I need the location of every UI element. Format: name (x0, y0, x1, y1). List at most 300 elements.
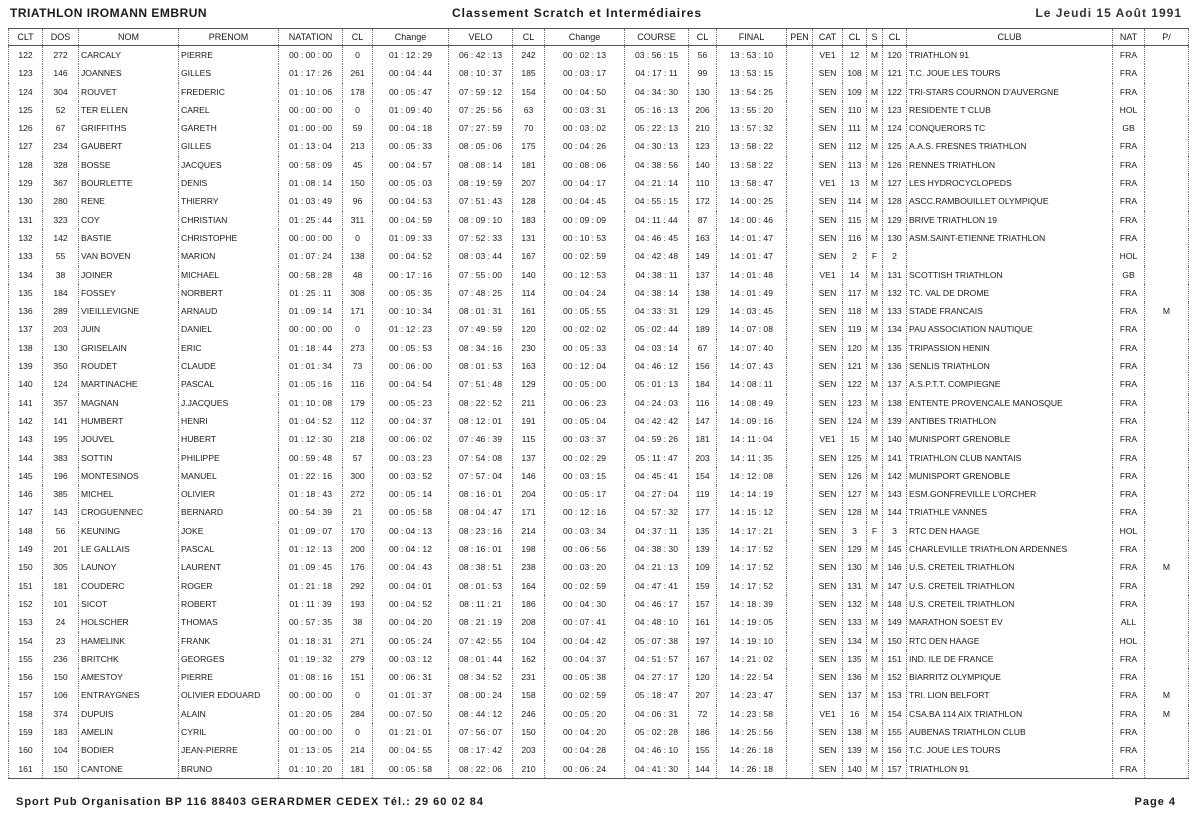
cell-cat: SEN (813, 64, 843, 82)
cell-prenom: HUBERT (179, 430, 279, 448)
cell-dos: 124 (43, 375, 79, 393)
cell-cl-course: 207 (689, 686, 717, 704)
cell-cl-natation: 0 (343, 320, 373, 338)
cell-cl-sexe: 144 (883, 503, 907, 521)
cell-cl-cat: 139 (843, 741, 867, 759)
cell-nat: HOL (1113, 632, 1145, 650)
cell-change-1: 00 : 04 : 53 (373, 192, 449, 210)
cell-club: T.C. JOUE LES TOURS (907, 64, 1113, 82)
cell-cl-sexe: 148 (883, 595, 907, 613)
cell-prenom: THIERRY (179, 192, 279, 210)
cell-sexe: M (867, 229, 883, 247)
cell-cl-course: 67 (689, 339, 717, 357)
cell-change-1: 00 : 05 : 58 (373, 760, 449, 779)
cell-cl-cat: 140 (843, 760, 867, 779)
cell-cl-natation: 0 (343, 46, 373, 65)
cell-final: 14 : 03 : 45 (717, 302, 787, 320)
cell-nom: KEUNING (79, 522, 179, 540)
cell-cl-cat: 114 (843, 192, 867, 210)
cell-cl-cat: 109 (843, 83, 867, 101)
table-row (9, 705, 1189, 723)
cell-nat: HOL (1113, 247, 1145, 265)
cell-pen (787, 119, 813, 137)
cell-cat: SEN (813, 503, 843, 521)
cell-nom: LAUNOY (79, 558, 179, 576)
cell-dos: 106 (43, 686, 79, 704)
cell-course: 05 : 22 : 13 (625, 119, 689, 137)
cell-cl-velo: 158 (513, 686, 545, 704)
cell-pa (1145, 229, 1189, 247)
cell-clt: 128 (9, 156, 43, 174)
cell-cl-course: 155 (689, 741, 717, 759)
table-row (9, 357, 1189, 375)
cell-nat: FRA (1113, 229, 1145, 247)
cell-clt: 160 (9, 741, 43, 759)
table-row (9, 229, 1189, 247)
cell-clt: 146 (9, 485, 43, 503)
cell-dos: 150 (43, 668, 79, 686)
cell-cl-cat: 117 (843, 284, 867, 302)
cell-pa (1145, 375, 1189, 393)
cell-change-2: 00 : 02 : 29 (545, 449, 625, 467)
cell-nat: FRA (1113, 723, 1145, 741)
cell-course: 04 : 41 : 30 (625, 760, 689, 779)
cell-natation: 01 : 18 : 31 (279, 632, 343, 650)
cell-clt: 139 (9, 357, 43, 375)
cell-change-1: 00 : 03 : 23 (373, 449, 449, 467)
cell-cl-natation: 0 (343, 686, 373, 704)
cell-cl-natation: 116 (343, 375, 373, 393)
cell-course: 05 : 11 : 47 (625, 449, 689, 467)
cell-club: T.C. JOUE LES TOURS (907, 741, 1113, 759)
cell-pen (787, 192, 813, 210)
cell-cl-cat: 136 (843, 668, 867, 686)
cell-change-2: 00 : 03 : 34 (545, 522, 625, 540)
cell-cat: SEN (813, 558, 843, 576)
cell-natation: 01 : 17 : 26 (279, 64, 343, 82)
column-header-cl-course: CL (689, 29, 717, 46)
cell-club: TRIATHLE VANNES (907, 503, 1113, 521)
cell-sexe: M (867, 375, 883, 393)
cell-velo: 08 : 19 : 59 (449, 174, 513, 192)
cell-pen (787, 430, 813, 448)
cell-velo: 08 : 16 : 01 (449, 485, 513, 503)
cell-cl-sexe: 124 (883, 119, 907, 137)
column-header-pa: P/ (1145, 29, 1189, 46)
cell-final: 14 : 01 : 49 (717, 284, 787, 302)
cell-club: A.S.P.T.T. COMPIEGNE (907, 375, 1113, 393)
event-title: TRIATHLON IROMANN EMBRUN (10, 6, 208, 20)
cell-cl-velo: 191 (513, 412, 545, 430)
cell-clt: 157 (9, 686, 43, 704)
cell-change-2: 00 : 09 : 09 (545, 211, 625, 229)
table-row (9, 613, 1189, 631)
cell-nom: HAMELINK (79, 632, 179, 650)
cell-course: 04 : 46 : 12 (625, 357, 689, 375)
cell-sexe: M (867, 320, 883, 338)
cell-pen (787, 375, 813, 393)
column-header-sexe: S (867, 29, 883, 46)
table-body (9, 46, 1189, 779)
cell-prenom: J.JACQUES (179, 394, 279, 412)
column-header-cl-natation: CL (343, 29, 373, 46)
cell-cat: VE1 (813, 46, 843, 65)
cell-nom: HOLSCHER (79, 613, 179, 631)
cell-cl-cat: 123 (843, 394, 867, 412)
cell-cl-natation: 170 (343, 522, 373, 540)
cell-sexe: M (867, 46, 883, 65)
cell-sexe: M (867, 668, 883, 686)
cell-final: 13 : 58 : 47 (717, 174, 787, 192)
cell-clt: 149 (9, 540, 43, 558)
cell-velo: 08 : 22 : 52 (449, 394, 513, 412)
cell-pen (787, 540, 813, 558)
cell-course: 04 : 38 : 30 (625, 540, 689, 558)
cell-club: ASCC.RAMBOUILLET OLYMPIQUE (907, 192, 1113, 210)
table-row (9, 595, 1189, 613)
cell-prenom: GEORGES (179, 650, 279, 668)
cell-course: 04 : 17 : 11 (625, 64, 689, 82)
column-header-club: CLUB (907, 29, 1113, 46)
cell-cl-natation: 176 (343, 558, 373, 576)
table-row (9, 467, 1189, 485)
cell-prenom: MANUEL (179, 467, 279, 485)
cell-velo: 07 : 56 : 07 (449, 723, 513, 741)
cell-cl-velo: 164 (513, 577, 545, 595)
cell-velo: 07 : 55 : 00 (449, 266, 513, 284)
cell-change-2: 00 : 02 : 13 (545, 46, 625, 65)
cell-course: 04 : 38 : 56 (625, 156, 689, 174)
column-header-change-1: Change (373, 29, 449, 46)
cell-club: TRI. LION BELFORT (907, 686, 1113, 704)
cell-prenom: HENRI (179, 412, 279, 430)
cell-change-2: 00 : 12 : 04 (545, 357, 625, 375)
cell-cat: SEN (813, 156, 843, 174)
table-row (9, 522, 1189, 540)
cell-change-2: 00 : 06 : 23 (545, 394, 625, 412)
cell-dos: 146 (43, 64, 79, 82)
cell-clt: 125 (9, 101, 43, 119)
cell-natation: 00 : 00 : 00 (279, 101, 343, 119)
cell-change-1: 00 : 04 : 59 (373, 211, 449, 229)
cell-nom: CROGUENNEC (79, 503, 179, 521)
cell-cl-natation: 45 (343, 156, 373, 174)
column-header-change-2: Change (545, 29, 625, 46)
cell-cl-natation: 279 (343, 650, 373, 668)
cell-prenom: PIERRE (179, 668, 279, 686)
cell-club: ENTENTE PROVENCALE MANOSQUE (907, 394, 1113, 412)
table-row (9, 64, 1189, 82)
cell-cl-cat: 115 (843, 211, 867, 229)
cell-dos: 142 (43, 229, 79, 247)
cell-natation: 01 : 12 : 30 (279, 430, 343, 448)
column-header-clt: CLT (9, 29, 43, 46)
cell-pen (787, 595, 813, 613)
cell-course: 04 : 48 : 10 (625, 613, 689, 631)
cell-dos: 150 (43, 760, 79, 779)
cell-pa (1145, 741, 1189, 759)
cell-sexe: M (867, 83, 883, 101)
cell-clt: 137 (9, 320, 43, 338)
cell-course: 04 : 42 : 42 (625, 412, 689, 430)
cell-cl-velo: 146 (513, 467, 545, 485)
cell-cl-velo: 154 (513, 83, 545, 101)
cell-change-1: 00 : 04 : 01 (373, 577, 449, 595)
cell-velo: 08 : 01 : 44 (449, 650, 513, 668)
cell-club: BRIVE TRIATHLON 19 (907, 211, 1113, 229)
cell-sexe: M (867, 412, 883, 430)
cell-prenom: LAURENT (179, 558, 279, 576)
cell-cl-velo: 114 (513, 284, 545, 302)
cell-pen (787, 211, 813, 229)
table-row (9, 540, 1189, 558)
cell-cl-cat: 135 (843, 650, 867, 668)
cell-natation: 01 : 08 : 16 (279, 668, 343, 686)
table-row (9, 339, 1189, 357)
cell-clt: 134 (9, 266, 43, 284)
cell-velo: 07 : 48 : 25 (449, 284, 513, 302)
cell-cat: SEN (813, 686, 843, 704)
cell-natation: 00 : 00 : 00 (279, 686, 343, 704)
cell-cat: SEN (813, 320, 843, 338)
column-header-cl-cat: CL (843, 29, 867, 46)
cell-nom: BODIER (79, 741, 179, 759)
cell-cl-cat: 130 (843, 558, 867, 576)
cell-cl-course: 129 (689, 302, 717, 320)
cell-pa (1145, 595, 1189, 613)
cell-change-2: 00 : 03 : 37 (545, 430, 625, 448)
cell-clt: 131 (9, 211, 43, 229)
cell-prenom: PASCAL (179, 375, 279, 393)
cell-pen (787, 46, 813, 65)
cell-clt: 150 (9, 558, 43, 576)
cell-pa (1145, 668, 1189, 686)
cell-change-2: 00 : 04 : 45 (545, 192, 625, 210)
cell-cl-sexe: 3 (883, 522, 907, 540)
cell-pen (787, 705, 813, 723)
cell-cat: SEN (813, 211, 843, 229)
cell-change-2: 00 : 04 : 17 (545, 174, 625, 192)
table-row (9, 577, 1189, 595)
cell-cat: SEN (813, 577, 843, 595)
cell-cl-course: 130 (689, 83, 717, 101)
cell-sexe: M (867, 284, 883, 302)
cell-cat: SEN (813, 119, 843, 137)
cell-final: 14 : 11 : 35 (717, 449, 787, 467)
cell-pen (787, 101, 813, 119)
cell-final: 14 : 23 : 47 (717, 686, 787, 704)
cell-dos: 289 (43, 302, 79, 320)
cell-cat: SEN (813, 632, 843, 650)
cell-natation: 01 : 18 : 43 (279, 485, 343, 503)
cell-velo: 07 : 57 : 04 (449, 467, 513, 485)
table-row (9, 485, 1189, 503)
cell-course: 05 : 07 : 38 (625, 632, 689, 650)
cell-change-1: 00 : 17 : 16 (373, 266, 449, 284)
cell-velo: 08 : 03 : 44 (449, 247, 513, 265)
cell-velo: 07 : 27 : 59 (449, 119, 513, 137)
cell-club: RENNES TRIATHLON (907, 156, 1113, 174)
cell-cl-cat: 110 (843, 101, 867, 119)
cell-club: TRI-STARS COURNON D'AUVERGNE (907, 83, 1113, 101)
cell-course: 04 : 21 : 14 (625, 174, 689, 192)
table-row (9, 741, 1189, 759)
cell-velo: 08 : 23 : 16 (449, 522, 513, 540)
cell-cl-cat: 15 (843, 430, 867, 448)
cell-nom: AMESTOY (79, 668, 179, 686)
cell-nat: FRA (1113, 449, 1145, 467)
cell-natation: 01 : 00 : 00 (279, 119, 343, 137)
cell-sexe: M (867, 174, 883, 192)
cell-natation: 01 : 01 : 34 (279, 357, 343, 375)
cell-natation: 01 : 20 : 05 (279, 705, 343, 723)
cell-change-1: 00 : 04 : 55 (373, 741, 449, 759)
cell-pen (787, 320, 813, 338)
cell-cat: SEN (813, 723, 843, 741)
cell-cl-course: 203 (689, 449, 717, 467)
cell-cl-sexe: 134 (883, 320, 907, 338)
cell-club: CONQUERORS TC (907, 119, 1113, 137)
cell-prenom: PASCAL (179, 540, 279, 558)
cell-sexe: M (867, 449, 883, 467)
cell-dos: 56 (43, 522, 79, 540)
cell-change-1: 00 : 05 : 47 (373, 83, 449, 101)
cell-dos: 236 (43, 650, 79, 668)
cell-cl-cat: 131 (843, 577, 867, 595)
cell-change-2: 00 : 02 : 02 (545, 320, 625, 338)
cell-cl-course: 157 (689, 595, 717, 613)
table-row (9, 320, 1189, 338)
cell-dos: 323 (43, 211, 79, 229)
cell-clt: 144 (9, 449, 43, 467)
cell-club: CSA.BA 114 AIX TRIATHLON (907, 705, 1113, 723)
cell-sexe: M (867, 595, 883, 613)
cell-cat: SEN (813, 412, 843, 430)
cell-prenom: ERIC (179, 339, 279, 357)
table-row (9, 430, 1189, 448)
cell-pen (787, 83, 813, 101)
cell-nom: VIEILLEVIGNE (79, 302, 179, 320)
cell-cl-course: 159 (689, 577, 717, 595)
cell-velo: 06 : 42 : 13 (449, 46, 513, 65)
cell-sexe: M (867, 760, 883, 779)
cell-cat: VE1 (813, 266, 843, 284)
cell-nat: FRA (1113, 394, 1145, 412)
cell-pa (1145, 101, 1189, 119)
cell-pen (787, 357, 813, 375)
cell-clt: 159 (9, 723, 43, 741)
cell-clt: 145 (9, 467, 43, 485)
cell-cl-velo: 70 (513, 119, 545, 137)
cell-nat: FRA (1113, 284, 1145, 302)
table-row (9, 302, 1189, 320)
cell-course: 04 : 11 : 44 (625, 211, 689, 229)
cell-pen (787, 302, 813, 320)
cell-change-2: 00 : 05 : 04 (545, 412, 625, 430)
cell-change-2: 00 : 04 : 37 (545, 650, 625, 668)
cell-club: TRIATHLON CLUB NANTAIS (907, 449, 1113, 467)
cell-velo: 08 : 01 : 31 (449, 302, 513, 320)
cell-cl-cat: 129 (843, 540, 867, 558)
cell-cl-course: 139 (689, 540, 717, 558)
cell-cl-cat: 125 (843, 449, 867, 467)
cell-nat: FRA (1113, 156, 1145, 174)
cell-dos: 52 (43, 101, 79, 119)
cell-clt: 136 (9, 302, 43, 320)
cell-natation: 01 : 08 : 14 (279, 174, 343, 192)
cell-cl-cat: 127 (843, 485, 867, 503)
cell-club: AUBENAS TRIATHLON CLUB (907, 723, 1113, 741)
cell-prenom: ALAIN (179, 705, 279, 723)
cell-final: 14 : 09 : 16 (717, 412, 787, 430)
cell-velo: 08 : 34 : 52 (449, 668, 513, 686)
cell-dos: 55 (43, 247, 79, 265)
cell-change-2: 00 : 05 : 17 (545, 485, 625, 503)
cell-pa (1145, 760, 1189, 779)
cell-pa (1145, 137, 1189, 155)
cell-cl-velo: 246 (513, 705, 545, 723)
cell-velo: 08 : 44 : 12 (449, 705, 513, 723)
cell-pen (787, 632, 813, 650)
cell-change-2: 00 : 05 : 20 (545, 705, 625, 723)
cell-pen (787, 613, 813, 631)
cell-prenom: ROBERT (179, 595, 279, 613)
cell-cl-cat: 121 (843, 357, 867, 375)
cell-nat: FRA (1113, 174, 1145, 192)
cell-course: 04 : 34 : 30 (625, 83, 689, 101)
cell-pen (787, 64, 813, 82)
cell-course: 05 : 18 : 47 (625, 686, 689, 704)
cell-cl-cat: 132 (843, 595, 867, 613)
cell-sexe: M (867, 101, 883, 119)
cell-change-1: 00 : 03 : 12 (373, 650, 449, 668)
cell-course: 04 : 59 : 26 (625, 430, 689, 448)
cell-dos: 350 (43, 357, 79, 375)
cell-cl-sexe: 132 (883, 284, 907, 302)
cell-clt: 122 (9, 46, 43, 65)
cell-club: U.S. CRETEIL TRIATHLON (907, 595, 1113, 613)
cell-course: 04 : 37 : 11 (625, 522, 689, 540)
cell-prenom: CHRISTOPHE (179, 229, 279, 247)
cell-natation: 01 : 10 : 20 (279, 760, 343, 779)
cell-change-2: 00 : 02 : 59 (545, 247, 625, 265)
cell-change-2: 00 : 04 : 24 (545, 284, 625, 302)
cell-cl-cat: 16 (843, 705, 867, 723)
cell-sexe: M (867, 558, 883, 576)
cell-velo: 07 : 51 : 48 (449, 375, 513, 393)
column-header-prenom: PRENOM (179, 29, 279, 46)
cell-nom: COUDERC (79, 577, 179, 595)
cell-prenom: OLIVIER (179, 485, 279, 503)
cell-cl-course: 154 (689, 467, 717, 485)
cell-cl-course: 119 (689, 485, 717, 503)
cell-nat: GB (1113, 266, 1145, 284)
cell-sexe: M (867, 192, 883, 210)
cell-nom: RENE (79, 192, 179, 210)
cell-dos: 130 (43, 339, 79, 357)
cell-cl-natation: 48 (343, 266, 373, 284)
cell-club (907, 247, 1113, 265)
cell-course: 05 : 16 : 13 (625, 101, 689, 119)
cell-cl-course: 120 (689, 668, 717, 686)
cell-change-2: 00 : 04 : 42 (545, 632, 625, 650)
cell-change-2: 00 : 05 : 55 (545, 302, 625, 320)
cell-cl-course: 184 (689, 375, 717, 393)
cell-clt: 132 (9, 229, 43, 247)
cell-change-1: 00 : 05 : 53 (373, 339, 449, 357)
cell-cl-course: 123 (689, 137, 717, 155)
cell-nat: FRA (1113, 64, 1145, 82)
